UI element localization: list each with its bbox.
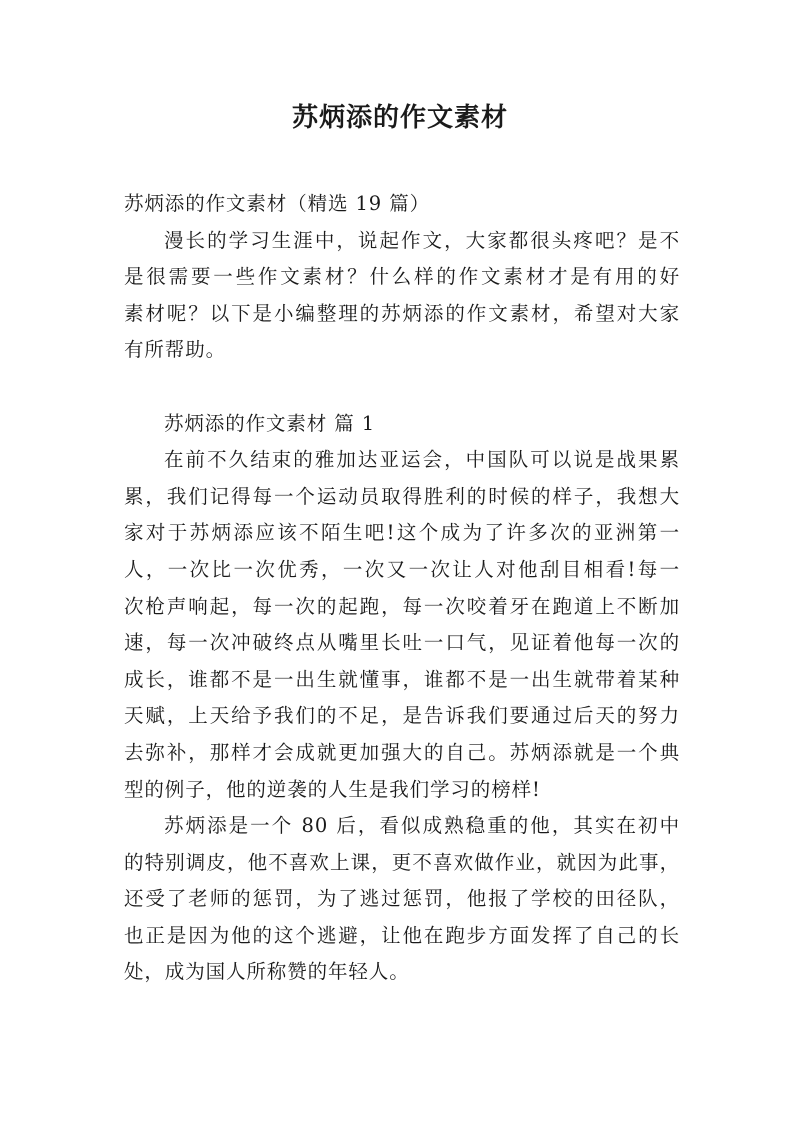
paragraph-line: 型的例子，他的逆袭的人生是我们学习的榜样! [124, 777, 541, 801]
document-body [124, 186, 680, 991]
paragraph-line: 处，成为国人所称赞的年轻人。 [124, 960, 410, 984]
paragraph-line: 成长，谁都不是一出生就懂事，谁都不是一出生就带着某种 [124, 667, 680, 691]
paragraph-1 [124, 442, 680, 808]
paragraph-line: 有所帮助。 [124, 338, 227, 362]
paragraph-line: 次枪声响起，每一次的起跑，每一次咬着牙在跑道上不断加 [124, 594, 680, 618]
section-heading: 苏炳添的作文素材 篇 1 [164, 411, 376, 435]
paragraph-line: 速，每一次冲破终点从嘴里长吐一口气，见证着他每一次的 [124, 631, 680, 655]
paragraph-line: 去弥补，那样才会成就更加强大的自己。苏炳添就是一个典 [124, 740, 680, 764]
paragraph-line: 苏炳添是一个 80 后，看似成熟稳重的他，其实在初中 [164, 814, 680, 838]
paragraph-line: 天赋，上天给予我们的不足，是告诉我们要通过后天的努力 [124, 704, 680, 728]
paragraph-line: 人，一次比一次优秀，一次又一次让人对他刮目相看!每一 [124, 557, 680, 581]
document-subtitle: 苏炳添的作文素材（精选 19 篇） [124, 192, 431, 215]
paragraph-line: 还受了老师的惩罚，为了逃过惩罚，他报了学校的田径队， [124, 887, 680, 911]
intro-paragraph [124, 223, 680, 369]
paragraph-line: 在前不久结束的雅加达亚运会，中国队可以说是战果累 [164, 448, 680, 472]
paragraph-line: 也正是因为他的这个逃避，让他在跑步方面发挥了自己的长 [124, 923, 680, 947]
paragraph-line: 素材呢？以下是小编整理的苏炳添的作文素材，希望对大家 [124, 301, 680, 325]
paragraph-2 [124, 808, 680, 991]
paragraph-line: 是很需要一些作文素材？什么样的作文素材才是有用的好 [124, 265, 680, 289]
blank-line [124, 369, 680, 406]
paragraph-line: 家对于苏炳添应该不陌生吧!这个成为了许多次的亚洲第一 [124, 521, 680, 545]
document-title: 苏炳添的作文素材 [291, 103, 508, 133]
paragraph-line: 漫长的学习生涯中，说起作文，大家都很头疼吧？是不 [164, 228, 680, 252]
paragraph-line: 累，我们记得每一个运动员取得胜利的时候的样子，我想大 [124, 484, 680, 508]
paragraph-line: 的特别调皮，他不喜欢上课，更不喜欢做作业，就因为此事， [124, 850, 680, 874]
